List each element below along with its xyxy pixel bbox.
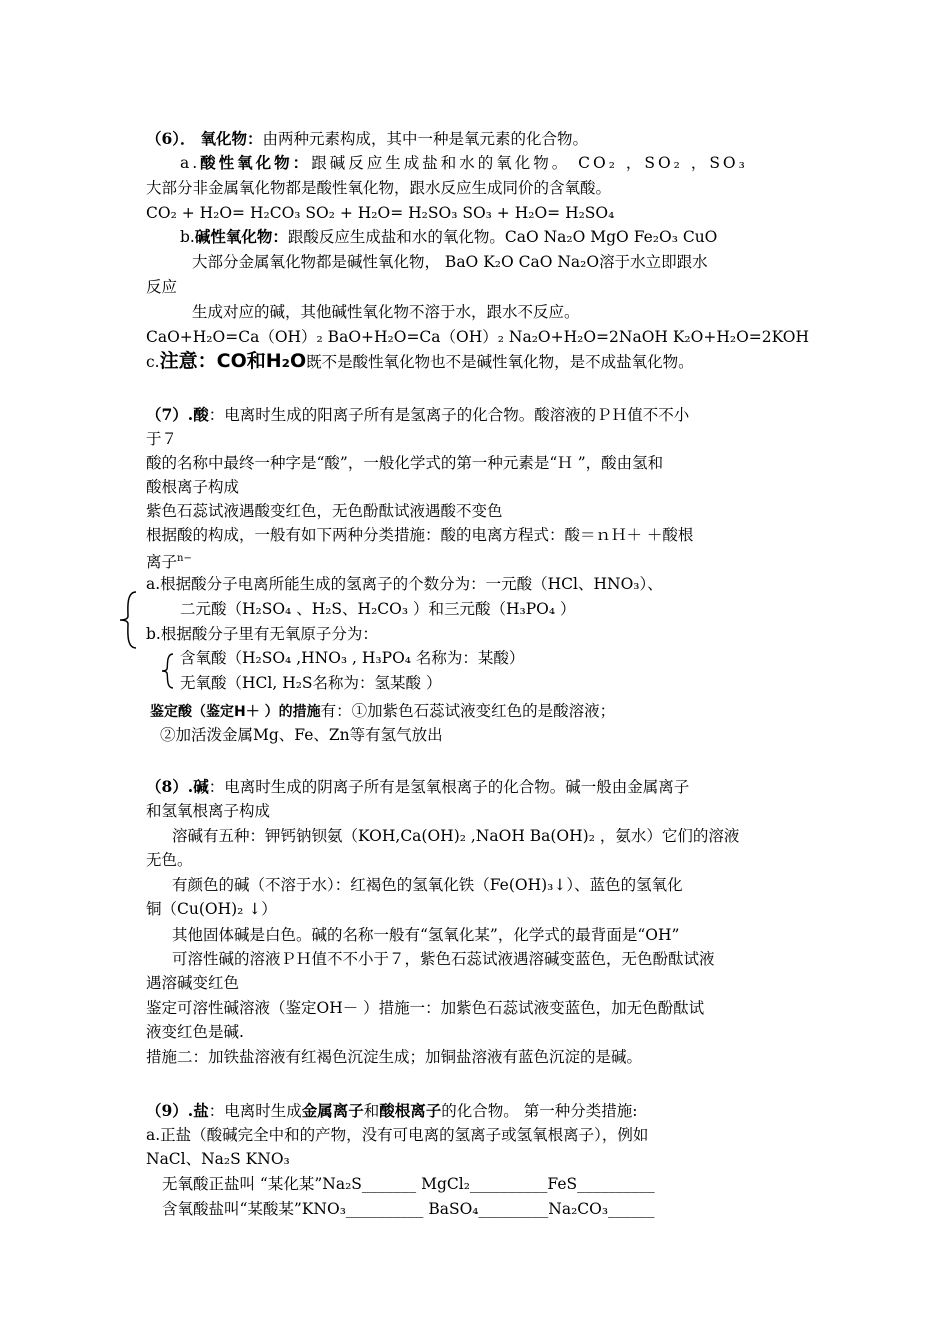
basic-oxide-term: 碱性氧化物： (194, 228, 288, 246)
soluble-bases-cont: 无色。 (146, 851, 193, 869)
section-8-number: （8）. (146, 777, 194, 796)
acidic-oxide-equations: CO₂ + H₂O= H₂CO₃ SO₂ + H₂O= H₂SO₃ SO₃ + H₂O= H₂SO₄ (146, 204, 615, 222)
ion-charge: n− (177, 553, 192, 564)
acid-identification-line (150, 701, 615, 722)
section-6-term: 氧化物： (200, 130, 263, 148)
section-9-def-part-1: ：电离时生成 (208, 1102, 302, 1120)
acidic-oxide-term: 酸性氧化物： (200, 154, 312, 172)
colored-bases: 有颜色的碱（不溶于水）：红褐色的氢氧化铁（Fe(OH)₃↓）、蓝色的氢氧化 (172, 876, 683, 894)
section-7-definition-cont: 于７ (146, 430, 178, 448)
item-label: a. (180, 154, 201, 172)
note-line (146, 351, 694, 372)
section-6-definition: 由两种元素构成，其中一种是氧元素的化合物。 (262, 130, 589, 148)
basic-oxide-note-1-cont: 反应 (146, 278, 178, 296)
acidic-oxide-note: 大部分非金属氧化物都是酸性氧化物，跟水反应生成同价的含氧酸。 (146, 179, 612, 197)
note-term: 注意： (159, 350, 217, 372)
acid-name-rule-cont: 酸根离子构成 (146, 478, 240, 496)
section-8-heading-line (146, 777, 689, 797)
section-7-term: 酸 (193, 406, 209, 424)
section-7-heading-line (146, 405, 689, 425)
basic-oxide-note-2: 生成对应的碱，其他碱性氧化物不溶于水，跟水不反应。 (192, 303, 580, 321)
item-label: c. (146, 353, 160, 371)
base-ph-cont: 遇溶碱变红色 (146, 974, 240, 992)
acid-classification-b: b.根据酸分子里有无氧原子分为： (146, 625, 378, 643)
soluble-bases: 溶碱有五种：钾钙钠钡氨（KOH,Ca(OH)₂ ,NaOH Ba(OH)₂ ，氨水）它们的溶液 (172, 827, 740, 845)
section-6-number: （6）． (146, 129, 196, 148)
acid-classification-a: a.根据酸分子电离所能生成的氢离子的个数分为：一元酸（HCl、HNO₃）、 (146, 575, 663, 593)
acidic-oxide-examples: CO₂ ，SO₂ ，SO₃ (578, 154, 748, 172)
acid-classification-intro: 根据酸的构成，一般有如下两种分类措施：酸的电离方程式：酸＝ｎＨ＋ ＋酸根 (146, 526, 694, 544)
ion-text: 离子 (146, 553, 178, 572)
basic-oxide-definition: 跟酸反应生成盐和水的氧化物。CaO Na₂O MgO Fe₂O₃ CuO (287, 228, 718, 246)
basic-oxide-equations: CaO+H₂O=Ca（OH）₂ BaO+H₂O=Ca（OH）₂ Na₂O+H₂O=2NaOH K₂O+H₂O=2KOH (146, 328, 810, 346)
other-bases: 其他固体碱是白色。碱的名称一般有“氢氧化某”，化学式的最背面是“OH” (172, 926, 680, 944)
base-identification-1-cont: 液变红色是碱. (146, 1023, 244, 1041)
colored-bases-cont: 铜（Cu(OH)₂ ↓） (146, 900, 277, 918)
section-6-heading-line (146, 129, 588, 149)
note-formula: CO和H₂O (216, 350, 307, 372)
oxysalt-naming: 含氧酸盐叫“某酸某”KNO₃__________ BaSO₄_________Na₂CO₃______ (162, 1200, 655, 1218)
section-8-definition-cont: 和氢氧根离子构成 (146, 802, 271, 820)
item-label: b. (180, 228, 195, 246)
section-9-def-part-2: 和 (363, 1102, 380, 1120)
acidic-oxide-definition: 跟碱反应生成盐和水的氧化物。 (311, 154, 571, 172)
section-8-term: 碱 (193, 778, 209, 796)
section-9-term: 盐 (193, 1102, 209, 1120)
oxygen-free-salt-naming: 无氧酸正盐叫 “某化某”Na₂S_______ MgCl₂__________FeS__________ (162, 1175, 655, 1193)
section-9-def-part-3: 的化合物。 第一种分类措施: (441, 1102, 638, 1120)
acid-classification-intro-cont (146, 549, 192, 572)
acid-identification-method-1: 有：①加紫色石蕊试液变红色的是酸溶液； (320, 702, 616, 720)
section-9-heading-line (146, 1101, 637, 1121)
acid-identification-term: 鉴定酸（鉴定H＋ ）的措施 (150, 704, 321, 720)
section-8-definition: ：电离时生成的阴离子所有是氢氧根离子的化合物。碱一般由金属离子 (208, 778, 690, 796)
basic-oxide-note-1: 大部分金属氧化物都是碱性氧化物， BaO K₂O CaO Na₂O溶于水立即跟水 (192, 253, 708, 271)
base-identification-2: 措施二：加铁盐溶液有红褐色沉淀生成；加铜盐溶液有蓝色沉淀的是碱。 (146, 1048, 643, 1066)
acid-identification-method-2: ②加活泼金属Mg、Fe、Zn等有氢气放出 (160, 726, 443, 744)
hydracid-line: 无氧酸（HCl, H₂S名称为：氢某酸 ） (180, 674, 442, 692)
acid-name-rule: 酸的名称中最终一种字是“酸”，一般化学式的第一种元素是“Ｈ ”，酸由氢和 (146, 454, 664, 472)
base-identification-1: 鉴定可溶性碱溶液（鉴定OH－ ）措施一：加紫色石蕊试液变蓝色，加无色酚酞试 (146, 999, 705, 1017)
normal-salt-line: a.正盐（酸碱完全中和的产物，没有可电离的氢离子或氢氧根离子），例如 (146, 1126, 649, 1144)
oxyacid-line: 含氧酸（H₂SO₄ ,HNO₃ , H₃PO₄ 名称为：某酸） (180, 649, 525, 667)
curly-bracket-large (118, 590, 140, 650)
basic-oxide-line (180, 227, 717, 247)
section-7-definition: ：电离时生成的阳离子所有是氢离子的化合物。酸溶液的ＰＨ值不不小 (208, 406, 690, 424)
note-text: 既不是酸性氧化物也不是碱性氧化物，是不成盐氧化物。 (306, 353, 694, 371)
section-7-number: （7）. (146, 405, 194, 424)
base-ph: 可溶性碱的溶液ＰＨ值不不小于７，紫色石蕊试液遇溶碱变蓝色，无色酚酞试液 (172, 950, 715, 968)
section-9-number: （9）. (146, 1101, 194, 1120)
acid-indicator: 紫色石蕊试液遇酸变红色，无色酚酞试液遇酸不变色 (146, 502, 503, 520)
metal-ion-keyword: 金属离子 (301, 1102, 364, 1120)
curly-bracket-small (160, 652, 176, 690)
acid-radical-keyword: 酸根离子 (379, 1102, 442, 1120)
acid-classification-a-2: 二元酸（H₂SO₄ 、H₂S、H₂CO₃ ）和三元酸（H₃PO₄ ） (180, 600, 576, 618)
normal-salt-examples: NaCl、Na₂S KNO₃ (146, 1150, 290, 1168)
acidic-oxide-line (180, 153, 748, 173)
